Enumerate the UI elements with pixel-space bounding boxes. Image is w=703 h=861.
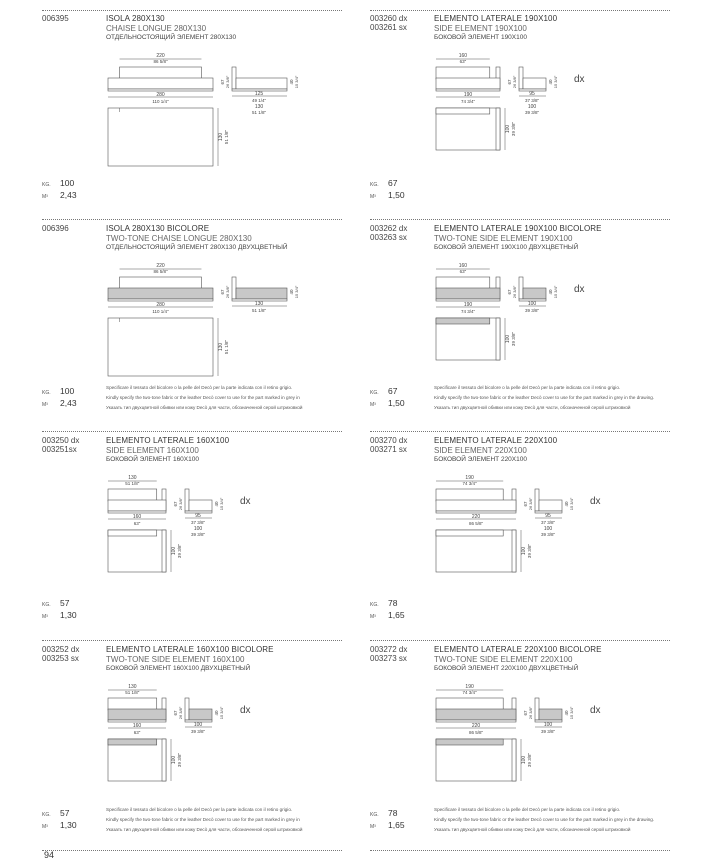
plan-armrest bbox=[512, 530, 516, 572]
kg-label: KG. bbox=[42, 812, 51, 818]
title-english: SIDE ELEMENT 190X100 bbox=[434, 23, 527, 33]
side-seat bbox=[189, 709, 212, 720]
plan-outline bbox=[108, 108, 213, 166]
dim-plan-cm: 130 bbox=[218, 132, 224, 142]
m3-label: M³ bbox=[370, 614, 376, 620]
dim-top-cm: 160 bbox=[458, 263, 468, 269]
dim-height-in: 26 3/8" bbox=[512, 285, 517, 299]
title-italian: ELEMENTO LATERALE 160X100 bbox=[106, 436, 230, 445]
dim-height-cm: 67 bbox=[523, 710, 528, 716]
dimension-drawing bbox=[434, 262, 664, 402]
base bbox=[108, 299, 213, 301]
weight-volume bbox=[42, 808, 77, 832]
dimension-drawing bbox=[434, 474, 664, 614]
kg-value: 100 bbox=[60, 178, 75, 188]
product-cell bbox=[42, 645, 342, 850]
weight-volume bbox=[370, 808, 405, 832]
dim-top-in: 51 1/8" bbox=[125, 690, 140, 695]
product-cell bbox=[42, 436, 342, 641]
separator bbox=[42, 219, 342, 220]
dim-base-cm: 280 bbox=[156, 92, 165, 98]
dim-seat-height-cm: 40 bbox=[548, 289, 553, 295]
plan-armrest bbox=[162, 530, 166, 572]
kg-label: KG. bbox=[370, 812, 379, 818]
dim-base-cm: 190 bbox=[463, 92, 473, 98]
dim-plan-cm: 100 bbox=[171, 755, 177, 765]
side-seat bbox=[539, 500, 562, 511]
title-english: TWO-TONE SIDE ELEMENT 160X100 bbox=[106, 654, 245, 664]
dim-plan-cm: 100 bbox=[521, 546, 527, 556]
note-line: Указать тип двухцветной обивки или кожу Decò для части, обозначенной серой штриховкой bbox=[106, 827, 303, 832]
side-back bbox=[535, 489, 539, 511]
plan-backrest bbox=[436, 318, 490, 324]
dim-height-in: 26 3/8" bbox=[225, 75, 230, 89]
title-italian: ELEMENTO LATERALE 220X100 BICOLORE bbox=[434, 645, 602, 654]
dim-base-in: 110 1/4" bbox=[152, 309, 169, 314]
dim-base-cm: 280 bbox=[156, 302, 165, 308]
product-cell bbox=[370, 645, 670, 850]
dim-base-in: 74 3/4" bbox=[460, 309, 476, 314]
kg-value: 78 bbox=[388, 598, 398, 608]
dimension-drawing bbox=[106, 474, 336, 614]
m3-value: 1,30 bbox=[60, 820, 77, 830]
two-tone-note bbox=[434, 805, 689, 835]
product-title bbox=[434, 224, 674, 253]
product-codes: 003252 dx 003253 sx bbox=[42, 645, 80, 663]
dimension-drawing bbox=[106, 52, 336, 192]
dim-base-in: 86 5/8" bbox=[468, 730, 484, 735]
kg-label: KG. bbox=[370, 182, 379, 188]
note-line: Kindly specify the two-tone fabric or the leather Decò cover to use for the part marked in grey in bbox=[106, 395, 300, 400]
m3-label: M³ bbox=[42, 824, 48, 830]
product-title bbox=[434, 14, 674, 43]
base bbox=[436, 299, 500, 301]
side-back bbox=[535, 698, 539, 720]
two-tone-note bbox=[434, 383, 689, 413]
seat bbox=[108, 709, 166, 720]
dim-base-in: 74 3/4" bbox=[460, 99, 476, 104]
m3-value: 1,65 bbox=[388, 610, 405, 620]
kg-label: KG. bbox=[42, 602, 51, 608]
title-english: TWO-TONE SIDE ELEMENT 190X100 bbox=[434, 233, 573, 243]
plan-backrest bbox=[436, 108, 490, 114]
kg-label: KG. bbox=[42, 182, 51, 188]
seat bbox=[436, 288, 500, 299]
dim-seat-height-in: 15 3/4" bbox=[219, 497, 224, 511]
dim-seat-height-in: 15 3/4" bbox=[553, 75, 558, 89]
title-italian: ELEMENTO LATERALE 220X100 bbox=[434, 436, 558, 445]
dim-depth-in: 37 3/8" bbox=[190, 520, 206, 525]
side-back bbox=[185, 698, 189, 720]
plan-backrest bbox=[436, 530, 503, 536]
m3-value: 2,43 bbox=[60, 190, 77, 200]
title-russian: БОКОВОЙ ЭЛЕМЕНТ 160X100 bbox=[106, 456, 199, 463]
dim-seat-height-in: 15 3/4" bbox=[553, 285, 558, 299]
dim-plan-in: 39 3/8" bbox=[177, 752, 182, 768]
dim-seat-height-cm: 40 bbox=[289, 289, 294, 295]
dim-plan-cm: 130 bbox=[218, 342, 224, 352]
title-english: SIDE ELEMENT 220X100 bbox=[434, 445, 527, 455]
separator bbox=[370, 219, 670, 220]
title-russian: БОКОВОЙ ЭЛЕМЕНТ 190X100 ДВУХЦВЕТНЫЙ bbox=[434, 244, 579, 251]
side-indicator: dx bbox=[240, 496, 251, 507]
dim-height-in: 26 3/8" bbox=[528, 706, 533, 720]
dim-seat-height-in: 15 3/4" bbox=[569, 497, 574, 511]
plan-armrest bbox=[512, 739, 516, 781]
dim-base-cm: 220 bbox=[471, 723, 481, 729]
dim-base-cm: 160 bbox=[132, 723, 142, 729]
title-english: SIDE ELEMENT 160X100 bbox=[106, 445, 199, 455]
backrest bbox=[120, 67, 202, 79]
kg-value: 100 bbox=[60, 386, 75, 396]
dimension-drawing bbox=[434, 683, 664, 823]
product-codes: 006395 bbox=[42, 14, 69, 23]
two-tone-note bbox=[106, 383, 361, 413]
two-tone-note bbox=[106, 805, 361, 835]
note-line: Kindly specify the two-tone fabric or the leather Decò cover to use for the part marked in grey in bbox=[106, 817, 300, 822]
dim-seat-height-cm: 40 bbox=[214, 710, 219, 716]
m3-label: M³ bbox=[42, 194, 48, 200]
dim-seat-height-cm: 40 bbox=[564, 501, 569, 507]
product-title bbox=[106, 436, 346, 465]
backrest bbox=[436, 67, 490, 79]
base bbox=[436, 511, 516, 513]
dim-depth-cm: 95 bbox=[529, 91, 535, 97]
dim-depth-in: 49 1/4" bbox=[251, 98, 267, 103]
product-cell bbox=[370, 224, 670, 429]
dim-base-in: 63" bbox=[133, 521, 141, 526]
dim-plan-in: 51 1/8" bbox=[224, 129, 229, 145]
product-codes: 003272 dx 003273 sx bbox=[370, 645, 408, 663]
dim-height-in: 26 3/8" bbox=[178, 706, 183, 720]
title-english: TWO-TONE CHAISE LONGUE 280X130 bbox=[106, 233, 252, 243]
note-line: Specificare il tessuto del bicolore o la pelle del Decò per la parte indicata con il retino grigio. bbox=[106, 807, 293, 812]
backrest bbox=[436, 277, 490, 289]
kg-value: 78 bbox=[388, 808, 398, 818]
dim-top-in: 63" bbox=[459, 269, 467, 274]
kg-label: KG. bbox=[42, 390, 51, 396]
m3-value: 1,30 bbox=[60, 610, 77, 620]
dim-depth2-in: 39 3/8" bbox=[524, 110, 540, 115]
note-line: Указать тип двухцветной обивки или кожу Decò для части, обозначенной серой штриховкой bbox=[434, 405, 631, 410]
backrest bbox=[436, 489, 503, 501]
dim-depth-cm: 100 bbox=[193, 722, 203, 728]
dim-depth-in: 39 3/8" bbox=[524, 308, 540, 313]
plan-backrest bbox=[108, 530, 157, 536]
plan-armrest bbox=[162, 739, 166, 781]
dim-top-cm: 220 bbox=[156, 263, 165, 269]
dim-depth-in: 37 3/8" bbox=[524, 98, 540, 103]
plan-armrest bbox=[496, 108, 500, 150]
dim-height-cm: 67 bbox=[173, 710, 178, 716]
dim-plan-cm: 100 bbox=[505, 334, 511, 344]
m3-value: 1,50 bbox=[388, 190, 405, 200]
dim-depth2-in: 51 1/8" bbox=[251, 110, 267, 115]
dim-top-in: 74 3/4" bbox=[462, 690, 477, 695]
m3-label: M³ bbox=[370, 824, 376, 830]
title-russian: ОТДЕЛЬНОСТОЯЩИЙ ЭЛЕМЕНТ 280X130 ДВУХЦВЕТНЫЙ bbox=[106, 244, 288, 251]
weight-volume bbox=[42, 598, 77, 622]
side-seat bbox=[236, 288, 287, 299]
dim-height-in: 26 3/8" bbox=[512, 75, 517, 89]
dim-base-in: 110 1/4" bbox=[152, 99, 169, 104]
side-back bbox=[185, 489, 189, 511]
note-line: Kindly specify the two-tone fabric or the leather Decò cover to use for the part marked in grey in the drawing. bbox=[434, 817, 655, 822]
plan-outline bbox=[436, 108, 500, 150]
dim-depth-cm: 125 bbox=[254, 91, 264, 97]
side-back bbox=[232, 67, 236, 89]
dim-height-in: 26 3/8" bbox=[225, 285, 230, 299]
note-line: Указать тип двухцветной обивки или кожу Decò для части, обозначенной серой штриховкой bbox=[106, 405, 303, 410]
side-back bbox=[519, 67, 523, 89]
dim-top-cm: 190 bbox=[465, 684, 474, 690]
product-title bbox=[434, 645, 674, 674]
dim-seat-height-cm: 40 bbox=[548, 79, 553, 85]
dim-depth-in: 37 3/8" bbox=[540, 520, 556, 525]
backrest bbox=[436, 698, 503, 710]
dim-plan-in: 39 3/8" bbox=[511, 331, 516, 347]
base bbox=[436, 89, 500, 91]
dim-seat-height-cm: 40 bbox=[289, 79, 294, 85]
dim-depth-cm: 100 bbox=[527, 301, 537, 307]
dim-top-cm: 190 bbox=[465, 475, 474, 481]
dim-base-cm: 190 bbox=[463, 302, 473, 308]
note-line: Specificare il tessuto del bicolore o la pelle del Decò per la parte indicata con il retino grigio. bbox=[106, 385, 293, 390]
page-number: 94 bbox=[44, 850, 55, 860]
base bbox=[108, 511, 166, 513]
weight-volume bbox=[370, 598, 405, 622]
weight-volume bbox=[370, 386, 405, 410]
base bbox=[108, 89, 213, 91]
side-seat bbox=[539, 709, 562, 720]
separator bbox=[42, 431, 342, 432]
dim-height-in: 26 3/8" bbox=[528, 497, 533, 511]
title-italian: ELEMENTO LATERALE 160X100 BICOLORE bbox=[106, 645, 274, 654]
dim-top-in: 63" bbox=[459, 59, 467, 64]
side-back bbox=[232, 277, 236, 299]
m3-label: M³ bbox=[42, 402, 48, 408]
kg-label: KG. bbox=[370, 602, 379, 608]
side-indicator: dx bbox=[574, 284, 585, 295]
product-codes: 003250 dx 003251sx bbox=[42, 436, 80, 454]
title-english: CHAISE LONGUE 280X130 bbox=[106, 23, 207, 33]
dim-plan-in: 39 3/8" bbox=[177, 543, 182, 559]
backrest bbox=[120, 277, 202, 289]
dim-seat-height-cm: 40 bbox=[214, 501, 219, 507]
m3-label: M³ bbox=[370, 402, 376, 408]
dim-depth-in: 39 3/8" bbox=[540, 729, 556, 734]
product-title bbox=[106, 645, 346, 674]
dim-plan-in: 39 3/8" bbox=[527, 543, 532, 559]
m3-label: M³ bbox=[370, 194, 376, 200]
side-seat bbox=[236, 78, 287, 89]
separator bbox=[42, 10, 342, 11]
backrest bbox=[108, 698, 157, 710]
dim-depth2-cm: 100 bbox=[527, 104, 537, 110]
weight-volume bbox=[370, 178, 405, 202]
dim-depth2-in: 39 3/8" bbox=[190, 532, 206, 537]
title-russian: БОКОВОЙ ЭЛЕМЕНТ 190X100 bbox=[434, 34, 527, 41]
plan-armrest bbox=[496, 318, 500, 360]
dim-seat-height-in: 15 3/4" bbox=[294, 75, 299, 89]
dim-top-cm: 130 bbox=[128, 684, 137, 690]
dim-plan-in: 39 3/8" bbox=[527, 752, 532, 768]
dim-height-cm: 67 bbox=[173, 501, 178, 507]
dim-height-cm: 67 bbox=[220, 79, 225, 85]
title-russian: БОКОВОЙ ЭЛЕМЕНТ 220X100 bbox=[434, 456, 527, 463]
dim-depth-cm: 95 bbox=[195, 513, 201, 519]
dim-height-in: 26 3/8" bbox=[178, 497, 183, 511]
base bbox=[436, 720, 516, 722]
dim-depth2-in: 39 3/8" bbox=[540, 532, 556, 537]
dimension-drawing bbox=[106, 683, 336, 823]
seat bbox=[436, 78, 500, 89]
dim-depth-in: 51 1/8" bbox=[251, 308, 267, 313]
separator bbox=[370, 850, 670, 851]
dim-depth2-cm: 130 bbox=[254, 104, 264, 110]
product-codes: 003260 dx 003261 sx bbox=[370, 14, 408, 32]
dim-top-in: 86 5/8" bbox=[153, 59, 168, 64]
dim-base-cm: 220 bbox=[471, 514, 481, 520]
dim-base-cm: 160 bbox=[132, 514, 142, 520]
kg-label: KG. bbox=[370, 390, 379, 396]
side-indicator: dx bbox=[574, 74, 585, 85]
side-seat bbox=[189, 500, 212, 511]
title-russian: ОТДЕЛЬНОСТОЯЩИЙ ЭЛЕМЕНТ 280X130 bbox=[106, 34, 237, 41]
dimension-drawing bbox=[434, 52, 664, 192]
weight-volume bbox=[42, 178, 77, 202]
dim-height-cm: 67 bbox=[507, 79, 512, 85]
dim-depth-cm: 100 bbox=[543, 722, 553, 728]
dim-depth-cm: 95 bbox=[545, 513, 551, 519]
title-italian: ELEMENTO LATERALE 190X100 BICOLORE bbox=[434, 224, 602, 233]
dim-depth-in: 39 3/8" bbox=[190, 729, 206, 734]
dim-top-in: 86 5/8" bbox=[153, 269, 168, 274]
seat bbox=[108, 288, 213, 299]
product-title bbox=[106, 224, 346, 253]
kg-value: 67 bbox=[388, 178, 398, 188]
title-italian: ISOLA 280X130 BICOLORE bbox=[106, 224, 210, 233]
product-cell bbox=[370, 436, 670, 641]
dim-depth2-cm: 100 bbox=[543, 526, 553, 532]
note-line: Specificare il tessuto del bicolore o la pelle del Decò per la parte indicata con il retino grigio. bbox=[434, 385, 621, 390]
product-title bbox=[106, 14, 346, 43]
dim-height-cm: 67 bbox=[507, 289, 512, 295]
dim-base-in: 63" bbox=[133, 730, 141, 735]
weight-volume bbox=[42, 386, 77, 410]
kg-value: 57 bbox=[60, 808, 70, 818]
note-line: Specificare il tessuto del bicolore o la pelle del Decò per la parte indicata con il retino grigio. bbox=[434, 807, 621, 812]
dim-plan-in: 39 3/8" bbox=[511, 121, 516, 137]
title-english: TWO-TONE SIDE ELEMENT 220X100 bbox=[434, 654, 573, 664]
seat bbox=[108, 78, 213, 89]
dim-plan-cm: 100 bbox=[171, 546, 177, 556]
m3-value: 1,65 bbox=[388, 820, 405, 830]
product-codes: 003262 dx 003263 sx bbox=[370, 224, 408, 242]
side-indicator: dx bbox=[590, 705, 601, 716]
product-cell bbox=[42, 224, 342, 429]
dim-plan-cm: 100 bbox=[505, 124, 511, 134]
product-codes: 003270 dx 003271 sx bbox=[370, 436, 408, 454]
plan-backrest bbox=[108, 739, 157, 745]
dim-seat-height-in: 15 3/4" bbox=[569, 706, 574, 720]
plan-backrest bbox=[436, 739, 503, 745]
separator bbox=[370, 431, 670, 432]
dim-seat-height-in: 15 3/4" bbox=[294, 285, 299, 299]
note-line: Указать тип двухцветной обивки или кожу Decò для части, обозначенной серой штриховкой bbox=[434, 827, 631, 832]
side-indicator: dx bbox=[240, 705, 251, 716]
title-russian: БОКОВОЙ ЭЛЕМЕНТ 160X100 ДВУХЦВЕТНЫЙ bbox=[106, 665, 251, 672]
title-italian: ISOLA 280X130 bbox=[106, 14, 165, 23]
kg-value: 67 bbox=[388, 386, 398, 396]
plan-outline bbox=[108, 318, 213, 376]
dim-seat-height-in: 15 3/4" bbox=[219, 706, 224, 720]
dim-top-cm: 160 bbox=[458, 53, 468, 59]
side-back bbox=[519, 277, 523, 299]
dim-depth2-cm: 100 bbox=[193, 526, 203, 532]
dim-plan-in: 51 1/8" bbox=[224, 339, 229, 355]
side-indicator: dx bbox=[590, 496, 601, 507]
product-cell bbox=[370, 14, 670, 219]
seat bbox=[108, 500, 166, 511]
dim-top-cm: 220 bbox=[156, 53, 165, 59]
dimension-drawing bbox=[106, 262, 336, 402]
base bbox=[108, 720, 166, 722]
m3-value: 2,43 bbox=[60, 398, 77, 408]
dim-top-in: 51 1/8" bbox=[125, 481, 140, 486]
title-russian: БОКОВОЙ ЭЛЕМЕНТ 220X100 ДВУХЦВЕТНЫЙ bbox=[434, 665, 579, 672]
dim-top-in: 74 3/4" bbox=[462, 481, 477, 486]
title-italian: ELEMENTO LATERALE 190X100 bbox=[434, 14, 558, 23]
product-cell bbox=[42, 14, 342, 219]
product-codes: 006396 bbox=[42, 224, 69, 233]
backrest bbox=[108, 489, 157, 501]
m3-label: M³ bbox=[42, 614, 48, 620]
seat bbox=[436, 709, 516, 720]
seat bbox=[436, 500, 516, 511]
note-line: Kindly specify the two-tone fabric or the leather Decò cover to use for the part marked in grey in the drawing. bbox=[434, 395, 655, 400]
product-title bbox=[434, 436, 674, 465]
dim-seat-height-cm: 40 bbox=[564, 710, 569, 716]
dim-base-in: 86 5/8" bbox=[468, 521, 484, 526]
separator bbox=[370, 10, 670, 11]
dim-depth-cm: 130 bbox=[254, 301, 264, 307]
dim-top-cm: 130 bbox=[128, 475, 137, 481]
separator bbox=[42, 850, 342, 851]
dim-plan-cm: 100 bbox=[521, 755, 527, 765]
side-seat bbox=[523, 288, 546, 299]
kg-value: 57 bbox=[60, 598, 70, 608]
dim-height-cm: 67 bbox=[523, 501, 528, 507]
dim-height-cm: 67 bbox=[220, 289, 225, 295]
m3-value: 1,50 bbox=[388, 398, 405, 408]
side-seat bbox=[523, 78, 546, 89]
